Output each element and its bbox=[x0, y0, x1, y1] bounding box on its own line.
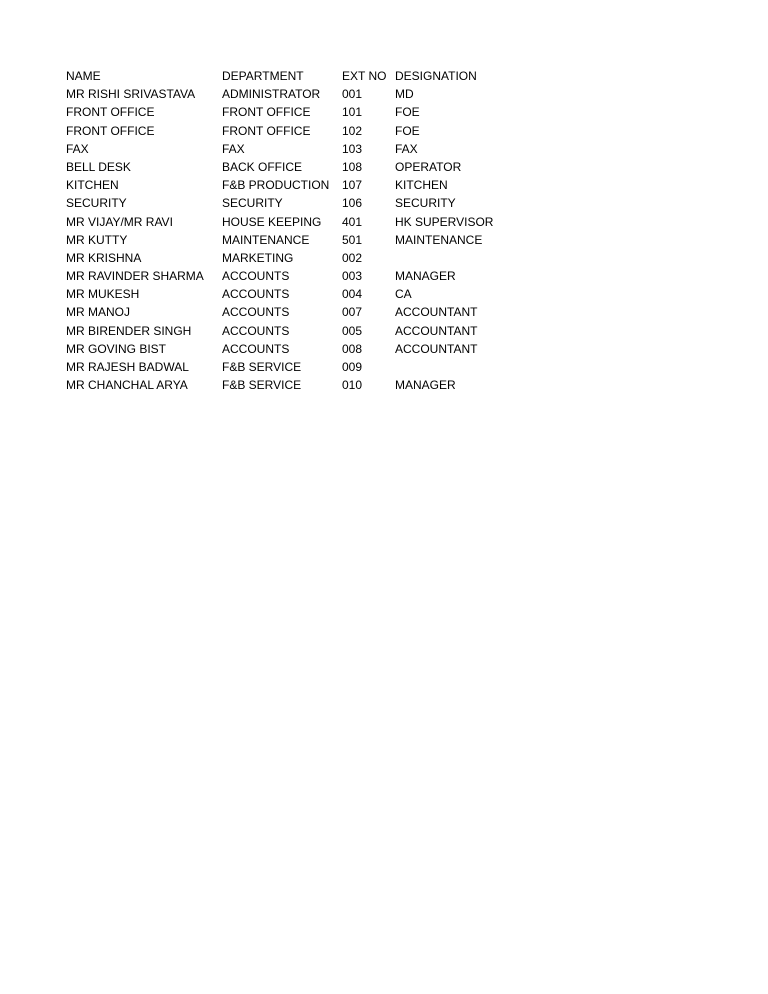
cell-department: BACK OFFICE bbox=[222, 159, 303, 174]
table-row bbox=[66, 303, 505, 321]
cell-department: F&B PRODUCTION bbox=[222, 178, 330, 193]
cell-name: MR RAVINDER SHARMA bbox=[66, 269, 204, 284]
cell-department: MAINTENANCE bbox=[222, 232, 310, 247]
table-row bbox=[66, 103, 505, 121]
cell-designation bbox=[395, 358, 505, 376]
cell-ext-no: 010 bbox=[342, 378, 363, 393]
cell-name: MR RISHI SRIVASTAVA bbox=[66, 87, 196, 102]
cell-department: ACCOUNTS bbox=[222, 341, 290, 356]
cell-ext-no: 002 bbox=[342, 250, 363, 265]
cell-department: FAX bbox=[222, 141, 245, 156]
cell-ext-no: 003 bbox=[342, 269, 363, 284]
cell-department: F&B SERVICE bbox=[222, 378, 302, 393]
cell-designation: OPERATOR bbox=[395, 159, 462, 174]
table-row bbox=[66, 267, 505, 285]
cell-name: MR KUTTY bbox=[66, 232, 128, 247]
cell-name: MR MUKESH bbox=[66, 287, 140, 302]
table-row bbox=[66, 194, 505, 212]
extension-list-table bbox=[66, 67, 505, 394]
cell-designation: FAX bbox=[395, 141, 418, 156]
header-name: NAME bbox=[66, 69, 101, 83]
cell-designation: MANAGER bbox=[395, 378, 456, 393]
cell-ext-no: 108 bbox=[342, 159, 363, 174]
table-body bbox=[66, 85, 505, 394]
cell-designation: FOE bbox=[395, 105, 420, 120]
cell-ext-no: 102 bbox=[342, 123, 363, 138]
table-row bbox=[66, 122, 505, 140]
table-row bbox=[66, 158, 505, 176]
table-row bbox=[66, 140, 505, 158]
cell-designation: SECURITY bbox=[395, 196, 456, 211]
cell-name: BELL DESK bbox=[66, 159, 131, 174]
cell-ext-no: 004 bbox=[342, 287, 363, 302]
cell-department: ADMINISTRATOR bbox=[222, 87, 321, 102]
cell-department: ACCOUNTS bbox=[222, 269, 290, 284]
table-row bbox=[66, 322, 505, 340]
table-row bbox=[66, 231, 505, 249]
cell-name: FAX bbox=[66, 141, 89, 156]
cell-designation: ACCOUNTANT bbox=[395, 305, 478, 320]
cell-ext-no: 007 bbox=[342, 305, 363, 320]
cell-ext-no: 101 bbox=[342, 105, 363, 120]
cell-department: HOUSE KEEPING bbox=[222, 214, 322, 229]
cell-department: ACCOUNTS bbox=[222, 305, 290, 320]
table-row bbox=[66, 176, 505, 194]
cell-designation: MD bbox=[395, 87, 414, 102]
cell-ext-no: 106 bbox=[342, 196, 363, 211]
cell-department: SECURITY bbox=[222, 196, 283, 211]
cell-ext-no: 005 bbox=[342, 323, 363, 338]
cell-designation: MAINTENANCE bbox=[395, 232, 483, 247]
table-header-row bbox=[66, 67, 505, 85]
cell-department: FRONT OFFICE bbox=[222, 105, 311, 120]
cell-designation: ACCOUNTANT bbox=[395, 323, 478, 338]
cell-name: KITCHEN bbox=[66, 178, 119, 193]
cell-designation: KITCHEN bbox=[395, 178, 448, 193]
header-department: DEPARTMENT bbox=[222, 69, 304, 83]
cell-name: FRONT OFFICE bbox=[66, 105, 155, 120]
cell-name: MR KRISHNA bbox=[66, 250, 142, 265]
table-row bbox=[66, 85, 505, 103]
cell-name: SECURITY bbox=[66, 196, 127, 211]
header-designation: DESIGNATION bbox=[395, 69, 477, 83]
cell-department: MARKETING bbox=[222, 250, 294, 265]
cell-designation: HK SUPERVISOR bbox=[395, 214, 494, 229]
cell-ext-no: 001 bbox=[342, 87, 363, 102]
table-row bbox=[66, 213, 505, 231]
cell-department: ACCOUNTS bbox=[222, 323, 290, 338]
cell-ext-no: 008 bbox=[342, 341, 363, 356]
cell-designation: FOE bbox=[395, 123, 420, 138]
cell-designation bbox=[395, 249, 505, 267]
table-row bbox=[66, 358, 505, 376]
cell-name: MR RAJESH BADWAL bbox=[66, 360, 189, 374]
cell-name: MR VIJAY/MR RAVI bbox=[66, 214, 173, 229]
cell-designation: MANAGER bbox=[395, 269, 456, 284]
table-row bbox=[66, 376, 505, 394]
cell-name: FRONT OFFICE bbox=[66, 123, 155, 138]
table-row bbox=[66, 285, 505, 303]
table-row bbox=[66, 340, 505, 358]
cell-name: MR GOVING BIST bbox=[66, 341, 167, 356]
cell-department: ACCOUNTS bbox=[222, 287, 290, 302]
header-ext-no: EXT NO bbox=[342, 69, 387, 83]
cell-ext-no: 103 bbox=[342, 141, 363, 156]
table-row bbox=[66, 249, 505, 267]
cell-name: MR CHANCHAL ARYA bbox=[66, 378, 188, 393]
cell-ext-no: 501 bbox=[342, 232, 363, 247]
cell-ext-no: 401 bbox=[342, 214, 363, 229]
cell-department: FRONT OFFICE bbox=[222, 123, 311, 138]
cell-designation: CA bbox=[395, 287, 412, 302]
cell-ext-no: 009 bbox=[342, 360, 363, 374]
cell-name: MR MANOJ bbox=[66, 305, 130, 320]
cell-department: F&B SERVICE bbox=[222, 360, 302, 374]
cell-ext-no: 107 bbox=[342, 178, 363, 193]
cell-name: MR BIRENDER SINGH bbox=[66, 323, 192, 338]
cell-designation: ACCOUNTANT bbox=[395, 341, 478, 356]
